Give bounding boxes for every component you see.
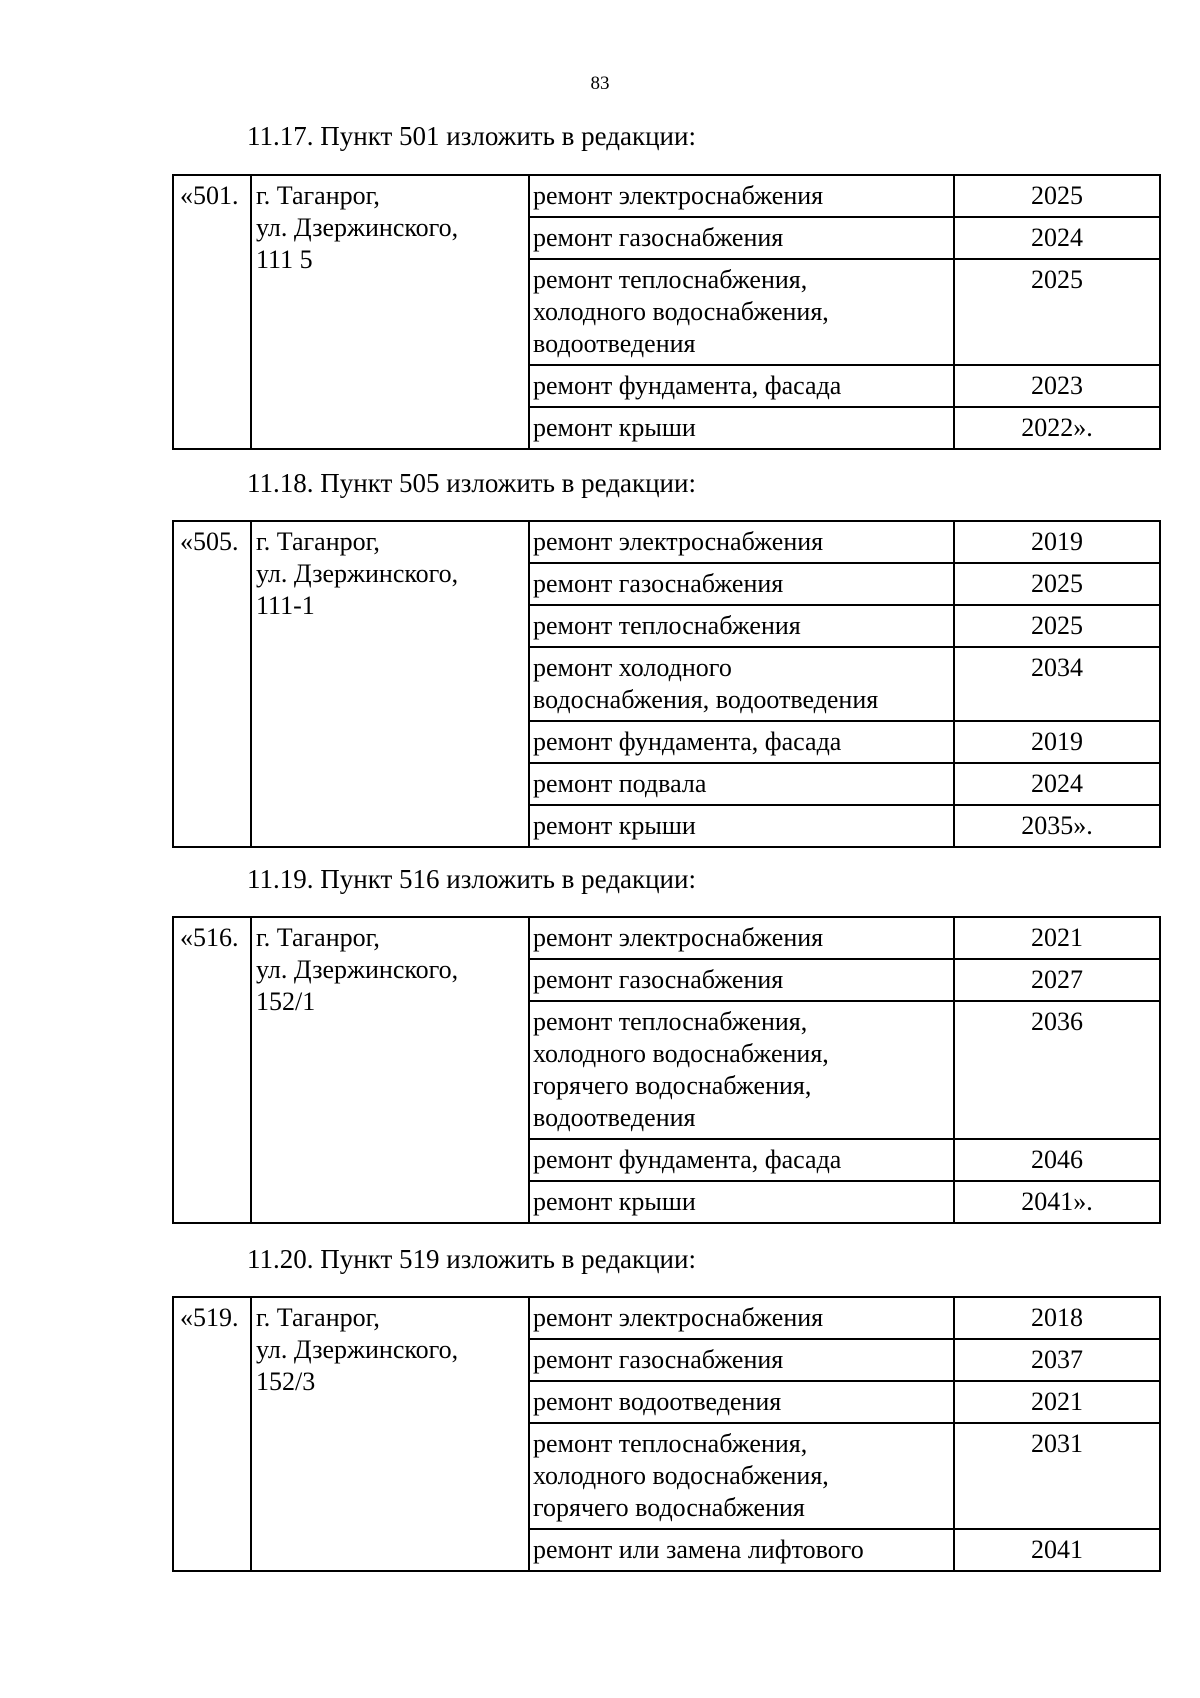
section-heading: 11.17. Пункт 501 изложить в редакции: bbox=[247, 121, 696, 151]
year-cell: 2041». bbox=[954, 1181, 1160, 1223]
work-type-cell bbox=[529, 1181, 954, 1223]
work-type-line: ремонт холодного bbox=[533, 653, 732, 682]
item-number: «516. bbox=[173, 917, 251, 1223]
year-cell: 2041 bbox=[954, 1529, 1160, 1571]
year-cell: 2022». bbox=[954, 407, 1160, 449]
amendment-table-wrapper bbox=[172, 1296, 1159, 1572]
work-type-cell bbox=[529, 1423, 954, 1529]
year-cell: 2021 bbox=[954, 1381, 1160, 1423]
work-type-cell bbox=[529, 407, 954, 449]
work-type-line: ремонт или замена лифтового bbox=[533, 1535, 864, 1564]
work-type-cell bbox=[529, 959, 954, 1001]
address-cell bbox=[251, 521, 529, 847]
work-type-line: ремонт электроснабжения bbox=[533, 923, 824, 952]
work-type-cell bbox=[529, 763, 954, 805]
year-cell: 2031 bbox=[954, 1423, 1160, 1529]
address-line: г. Таганрог, bbox=[256, 923, 380, 952]
work-type-line: ремонт фундамента, фасада bbox=[533, 727, 842, 756]
item-number: «505. bbox=[173, 521, 251, 847]
amendment-table bbox=[172, 1296, 1161, 1572]
work-type-line: ремонт электроснабжения bbox=[533, 181, 824, 210]
table-row bbox=[173, 917, 1160, 959]
year-cell: 2025 bbox=[954, 175, 1160, 217]
address-line: 152/1 bbox=[256, 987, 316, 1016]
year-cell: 2025 bbox=[954, 563, 1160, 605]
address-line: ул. Дзержинского, bbox=[256, 559, 459, 588]
section-heading: 11.20. Пункт 519 изложить в редакции: bbox=[247, 1244, 696, 1274]
work-type-line: ремонт теплоснабжения, bbox=[533, 1007, 808, 1036]
work-type-cell bbox=[529, 365, 954, 407]
address-line: г. Таганрог, bbox=[256, 181, 380, 210]
work-type-line: ремонт электроснабжения bbox=[533, 527, 824, 556]
year-cell: 2019 bbox=[954, 721, 1160, 763]
work-type-line: ремонт водоотведения bbox=[533, 1387, 782, 1416]
address-cell bbox=[251, 917, 529, 1223]
year-cell: 2021 bbox=[954, 917, 1160, 959]
work-type-cell bbox=[529, 1381, 954, 1423]
work-type-line: ремонт теплоснабжения, bbox=[533, 265, 808, 294]
year-cell: 2036 bbox=[954, 1001, 1160, 1139]
work-type-line: ремонт электроснабжения bbox=[533, 1303, 824, 1332]
year-cell: 2046 bbox=[954, 1139, 1160, 1181]
work-type-line: ремонт теплоснабжения, bbox=[533, 1429, 808, 1458]
address-line: г. Таганрог, bbox=[256, 1303, 380, 1332]
year-cell: 2025 bbox=[954, 259, 1160, 365]
year-cell: 2018 bbox=[954, 1297, 1160, 1339]
year-cell: 2019 bbox=[954, 521, 1160, 563]
work-type-cell bbox=[529, 647, 954, 721]
work-type-line: ремонт газоснабжения bbox=[533, 965, 784, 994]
work-type-line: ремонт теплоснабжения bbox=[533, 611, 801, 640]
amendment-table bbox=[172, 174, 1161, 450]
work-type-cell bbox=[529, 175, 954, 217]
address-line: г. Таганрог, bbox=[256, 527, 380, 556]
item-number: «501. bbox=[173, 175, 251, 449]
work-type-line: горячего водоснабжения bbox=[533, 1493, 805, 1522]
work-type-line: ремонт газоснабжения bbox=[533, 1345, 784, 1374]
work-type-cell bbox=[529, 605, 954, 647]
address-line: ул. Дзержинского, bbox=[256, 213, 459, 242]
address-line: ул. Дзержинского, bbox=[256, 1335, 459, 1364]
work-type-line: горячего водоснабжения, bbox=[533, 1071, 812, 1100]
work-type-line: ремонт фундамента, фасада bbox=[533, 1145, 842, 1174]
year-cell: 2027 bbox=[954, 959, 1160, 1001]
year-cell: 2035». bbox=[954, 805, 1160, 847]
work-type-cell bbox=[529, 217, 954, 259]
amendment-table-wrapper bbox=[172, 520, 1159, 848]
address-line: 111 5 bbox=[256, 245, 313, 274]
amendment-table-wrapper bbox=[172, 174, 1159, 450]
work-type-cell bbox=[529, 917, 954, 959]
page-number: 83 bbox=[590, 73, 610, 94]
work-type-cell bbox=[529, 1001, 954, 1139]
work-type-line: холодного водоснабжения, bbox=[533, 1039, 829, 1068]
work-type-line: ремонт подвала bbox=[533, 769, 707, 798]
table-row bbox=[173, 1297, 1160, 1339]
work-type-cell bbox=[529, 521, 954, 563]
work-type-cell bbox=[529, 1339, 954, 1381]
work-type-cell bbox=[529, 1529, 954, 1571]
work-type-cell bbox=[529, 1139, 954, 1181]
work-type-cell bbox=[529, 1297, 954, 1339]
item-number: «519. bbox=[173, 1297, 251, 1571]
year-cell: 2024 bbox=[954, 217, 1160, 259]
address-line: ул. Дзержинского, bbox=[256, 955, 459, 984]
work-type-cell bbox=[529, 259, 954, 365]
address-cell bbox=[251, 175, 529, 449]
work-type-line: ремонт газоснабжения bbox=[533, 223, 784, 252]
work-type-line: ремонт крыши bbox=[533, 811, 696, 840]
work-type-line: холодного водоснабжения, bbox=[533, 297, 829, 326]
work-type-line: водоснабжения, водоотведения bbox=[533, 685, 879, 714]
work-type-line: водоотведения bbox=[533, 1103, 696, 1132]
table-row bbox=[173, 175, 1160, 217]
address-line: 111-1 bbox=[256, 591, 315, 620]
work-type-line: ремонт крыши bbox=[533, 413, 696, 442]
work-type-line: ремонт газоснабжения bbox=[533, 569, 784, 598]
year-cell: 2034 bbox=[954, 647, 1160, 721]
section-heading: 11.18. Пункт 505 изложить в редакции: bbox=[247, 468, 696, 498]
section-heading: 11.19. Пункт 516 изложить в редакции: bbox=[247, 864, 696, 894]
work-type-cell bbox=[529, 805, 954, 847]
year-cell: 2025 bbox=[954, 605, 1160, 647]
work-type-line: холодного водоснабжения, bbox=[533, 1461, 829, 1490]
year-cell: 2037 bbox=[954, 1339, 1160, 1381]
work-type-line: водоотведения bbox=[533, 329, 696, 358]
table-row bbox=[173, 521, 1160, 563]
amendment-table bbox=[172, 916, 1161, 1224]
work-type-cell bbox=[529, 721, 954, 763]
address-cell bbox=[251, 1297, 529, 1571]
amendment-table-wrapper bbox=[172, 916, 1159, 1224]
year-cell: 2024 bbox=[954, 763, 1160, 805]
work-type-line: ремонт крыши bbox=[533, 1187, 696, 1216]
address-line: 152/3 bbox=[256, 1367, 316, 1396]
work-type-cell bbox=[529, 563, 954, 605]
amendment-table bbox=[172, 520, 1161, 848]
work-type-line: ремонт фундамента, фасада bbox=[533, 371, 842, 400]
year-cell: 2023 bbox=[954, 365, 1160, 407]
